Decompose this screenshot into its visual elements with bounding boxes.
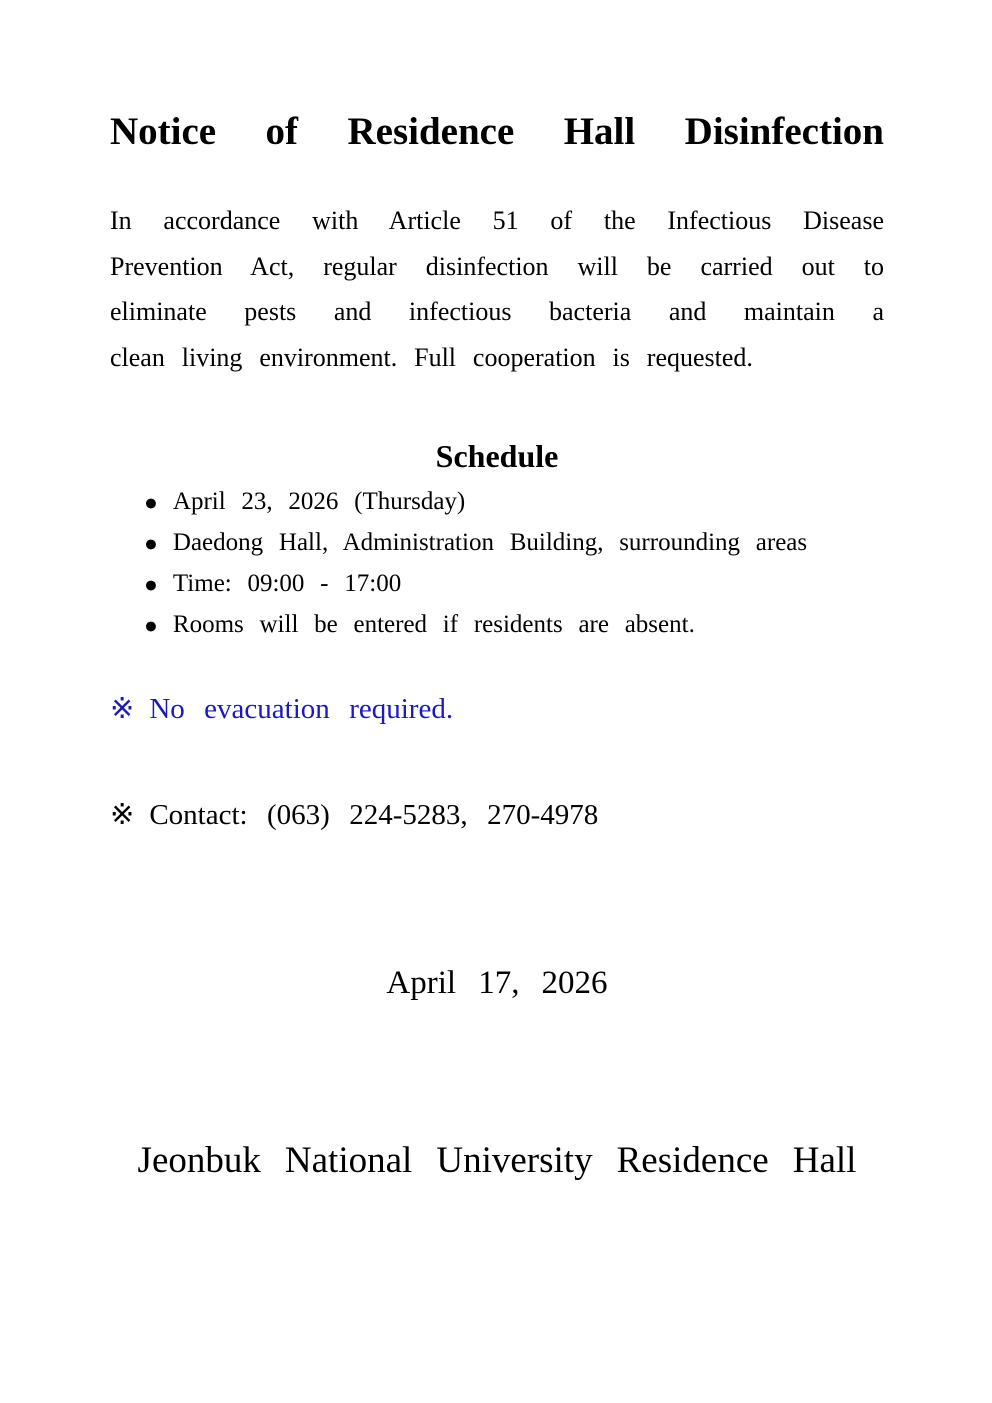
note-contact-text: Contact: (063) 224-5283, 270-4978 — [149, 799, 599, 831]
note-no-evacuation-text: No evacuation required. — [149, 693, 454, 725]
bullet-icon: ● — [144, 490, 158, 515]
document-title: Notice of Residence Hall Disinfection — [110, 110, 884, 153]
intro-paragraph — [110, 198, 884, 380]
intro-line-2: Prevention Act, regular disinfection will be carried out to — [110, 251, 884, 281]
intro-line-1: In accordance with Article 51 of the Infectious Disease — [110, 206, 884, 235]
schedule-item-date — [144, 482, 884, 523]
reference-mark-icon: ※ — [110, 693, 135, 725]
bullet-icon: ● — [144, 613, 158, 638]
bullet-icon: ● — [144, 531, 158, 556]
schedule-item-location-text: Daedong Hall, Administration Building, surrounding areas — [172, 529, 808, 556]
schedule-item-time — [144, 564, 884, 605]
schedule-item-date-text: April 23, 2026 (Thursday) — [172, 488, 466, 515]
intro-line-3: eliminate pests and infectious bacteria and maintain a — [110, 297, 884, 326]
note-no-evacuation — [110, 689, 884, 729]
intro-line-4: clean living environment. Full cooperation is requested. — [110, 342, 753, 372]
schedule-item-location — [144, 523, 884, 564]
issue-date: April 17, 2026 — [386, 965, 608, 1001]
bullet-icon: ● — [144, 572, 158, 597]
reference-mark-icon: ※ — [110, 799, 135, 831]
schedule-item-entry-text: Rooms will be entered if residents are absent. — [172, 611, 695, 638]
issuer-name: Jeonbuk National University Residence Hall — [137, 1140, 857, 1181]
schedule-item-time-text: Time: 09:00 - 17:00 — [172, 570, 402, 597]
schedule-heading: Schedule — [435, 438, 559, 474]
schedule-item-entry — [144, 605, 884, 646]
note-contact — [110, 795, 884, 835]
schedule-list — [110, 482, 884, 646]
